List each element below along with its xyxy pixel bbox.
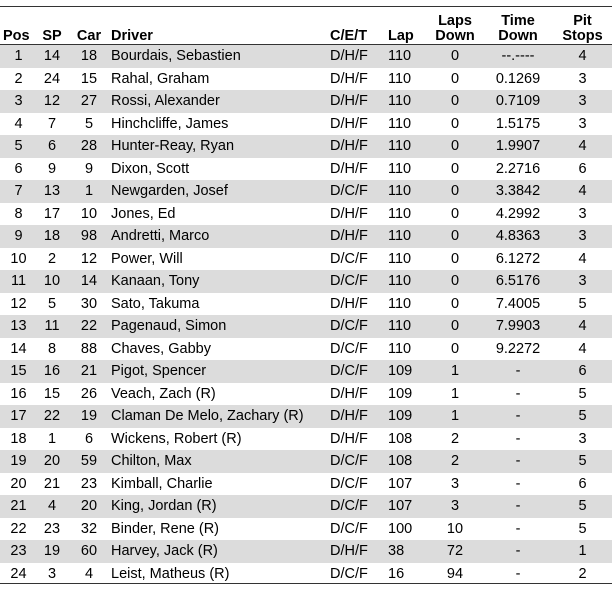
cell-car: 23 <box>80 475 98 492</box>
cell-cet: D/C/F <box>330 565 368 582</box>
cell-cet: D/C/F <box>330 318 368 334</box>
cell-sp: 24 <box>43 70 61 87</box>
table-row <box>0 518 612 541</box>
cell-driver: Pagenaud, Simon <box>111 318 227 334</box>
cell-driver: Rahal, Graham <box>111 70 210 87</box>
cell-time-down: - <box>515 520 521 537</box>
table-row <box>0 428 612 451</box>
cell-lap: 107 <box>388 498 413 514</box>
cell-car: 21 <box>80 363 98 379</box>
cell-time-down: - <box>515 363 521 379</box>
cell-pos: 1 <box>14 48 23 64</box>
cell-pit-stops: 4 <box>578 183 587 199</box>
cell-laps-down: 0 <box>450 70 460 87</box>
cell-laps-down: 0 <box>450 115 460 132</box>
cell-car: 9 <box>84 160 94 177</box>
cell-laps-down: 1 <box>450 363 460 379</box>
cell-time-down: 0.7109 <box>495 93 541 109</box>
cell-driver: Kanaan, Tony <box>111 273 200 289</box>
cell-lap: 110 <box>388 205 412 222</box>
table-row <box>0 180 612 203</box>
bottom-rule <box>0 583 612 584</box>
cell-cet: D/H/F <box>330 138 368 154</box>
cell-sp: 11 <box>44 318 60 334</box>
cell-pit-stops: 3 <box>578 115 587 132</box>
cell-pos: 11 <box>10 273 27 289</box>
cell-car: 18 <box>80 48 98 64</box>
cell-pos: 2 <box>14 70 23 87</box>
cell-car: 6 <box>84 430 94 447</box>
cell-cet: D/H/F <box>330 115 368 132</box>
cell-lap: 109 <box>388 408 413 424</box>
cell-sp: 8 <box>47 340 57 357</box>
cell-cet: D/H/F <box>330 543 368 559</box>
cell-car: 10 <box>80 205 98 222</box>
cell-car: 12 <box>80 250 98 267</box>
cell-car: 19 <box>80 408 98 424</box>
cell-lap: 110 <box>388 318 412 334</box>
cell-car: 5 <box>84 115 94 132</box>
cell-driver: Harvey, Jack (R) <box>111 543 218 559</box>
cell-car: 28 <box>80 138 98 154</box>
cell-sp: 13 <box>43 183 61 199</box>
cell-driver: Power, Will <box>111 250 183 267</box>
cell-lap: 110 <box>388 228 412 244</box>
cell-time-down: - <box>515 453 521 469</box>
cell-pit-stops: 3 <box>578 273 587 289</box>
table-row <box>0 360 612 383</box>
cell-time-down: 7.9903 <box>495 318 541 334</box>
cell-sp: 2 <box>47 250 57 267</box>
cell-driver: Hunter-Reay, Ryan <box>111 138 235 154</box>
header-pit-stops <box>553 8 612 45</box>
cell-pit-stops: 4 <box>578 138 587 154</box>
cell-cet: D/H/F <box>330 160 368 177</box>
table-row <box>0 450 612 473</box>
cell-pos: 3 <box>14 93 23 109</box>
cell-cet: D/H/F <box>330 228 368 244</box>
table-row <box>0 315 612 338</box>
cell-pos: 22 <box>10 520 27 537</box>
cell-lap: 100 <box>388 520 413 537</box>
cell-lap: 110 <box>388 183 412 199</box>
cell-driver: Kimball, Charlie <box>111 475 213 492</box>
cell-pit-stops: 6 <box>578 363 587 379</box>
cell-lap: 109 <box>388 363 413 379</box>
cell-time-down: - <box>515 565 521 582</box>
cell-time-down: - <box>515 498 521 514</box>
cell-time-down: - <box>515 385 521 402</box>
table-row <box>0 203 612 226</box>
table-row <box>0 45 612 68</box>
cell-lap: 110 <box>388 138 412 154</box>
cell-driver: Sato, Takuma <box>111 295 200 312</box>
cell-cet: D/H/F <box>330 205 368 222</box>
header-pos: Pos <box>3 28 30 44</box>
cell-pit-stops: 5 <box>578 453 587 469</box>
cell-lap: 38 <box>388 543 405 559</box>
cell-sp: 4 <box>47 498 57 514</box>
cell-pos: 17 <box>10 408 27 424</box>
header-cet: C/E/T <box>330 28 368 44</box>
cell-driver: Rossi, Alexander <box>111 93 220 109</box>
cell-pos: 12 <box>10 295 27 312</box>
cell-laps-down: 10 <box>446 520 464 537</box>
cell-lap: 16 <box>388 565 405 582</box>
cell-pit-stops: 3 <box>578 205 587 222</box>
cell-sp: 3 <box>47 565 57 582</box>
cell-pos: 9 <box>14 228 23 244</box>
cell-time-down: - <box>515 475 521 492</box>
cell-pit-stops: 4 <box>578 318 587 334</box>
cell-laps-down: 0 <box>450 250 460 267</box>
cell-pos: 13 <box>10 318 27 334</box>
table-row <box>0 293 612 316</box>
cell-driver: Jones, Ed <box>111 205 176 222</box>
cell-lap: 108 <box>388 430 413 447</box>
cell-pos: 4 <box>14 115 23 132</box>
cell-driver: King, Jordan (R) <box>111 498 217 514</box>
cell-pit-stops: 3 <box>578 93 587 109</box>
cell-pos: 8 <box>14 205 23 222</box>
cell-laps-down: 0 <box>450 183 460 199</box>
cell-pit-stops: 6 <box>578 160 587 177</box>
cell-pit-stops: 5 <box>578 408 587 424</box>
table-row <box>0 270 612 293</box>
cell-lap: 110 <box>388 70 412 87</box>
cell-pit-stops: 1 <box>578 543 587 559</box>
cell-driver: Chilton, Max <box>111 453 192 469</box>
cell-pit-stops: 4 <box>578 340 587 357</box>
cell-pit-stops: 6 <box>578 475 587 492</box>
cell-pit-stops: 2 <box>578 565 587 582</box>
cell-pit-stops: 3 <box>578 70 587 87</box>
cell-time-down: 6.1272 <box>495 250 541 267</box>
header-time-down-line2: Down <box>498 28 538 44</box>
cell-laps-down: 0 <box>450 228 460 244</box>
cell-cet: D/H/F <box>330 430 368 447</box>
table-row <box>0 338 612 361</box>
cell-driver: Leist, Matheus (R) <box>111 565 230 582</box>
cell-sp: 7 <box>47 115 57 132</box>
cell-cet: D/H/F <box>330 295 368 312</box>
header-laps-down <box>427 8 483 45</box>
cell-time-down: 2.2716 <box>495 160 541 177</box>
table-row <box>0 473 612 496</box>
cell-car: 98 <box>80 228 98 244</box>
cell-car: 22 <box>80 318 98 334</box>
cell-cet: D/C/F <box>330 363 368 379</box>
cell-car: 88 <box>80 340 98 357</box>
cell-time-down: 7.4005 <box>495 295 541 312</box>
cell-car: 15 <box>80 70 98 87</box>
cell-sp: 22 <box>43 408 61 424</box>
cell-sp: 10 <box>43 273 61 289</box>
cell-cet: D/C/F <box>330 340 368 357</box>
cell-cet: D/H/F <box>330 408 368 424</box>
cell-pit-stops: 4 <box>578 48 587 64</box>
cell-laps-down: 3 <box>450 475 460 492</box>
cell-pos: 21 <box>10 498 27 514</box>
cell-cet: D/H/F <box>330 93 368 109</box>
cell-time-down: --.---- <box>501 48 535 64</box>
cell-time-down: 0.1269 <box>495 70 541 87</box>
cell-time-down: 6.5176 <box>495 273 541 289</box>
cell-lap: 108 <box>388 453 413 469</box>
cell-pos: 23 <box>10 543 27 559</box>
cell-lap: 109 <box>388 385 413 402</box>
cell-lap: 110 <box>388 295 412 312</box>
table-row <box>0 248 612 271</box>
cell-time-down: - <box>515 543 521 559</box>
cell-sp: 9 <box>47 160 57 177</box>
header-row <box>0 8 612 45</box>
cell-sp: 15 <box>43 385 61 402</box>
cell-laps-down: 0 <box>450 93 460 109</box>
cell-time-down: - <box>515 430 521 447</box>
cell-driver: Wickens, Robert (R) <box>111 430 242 447</box>
cell-laps-down: 0 <box>450 340 460 357</box>
cell-pos: 10 <box>10 250 27 267</box>
cell-time-down: 3.3842 <box>495 183 541 199</box>
cell-pos: 24 <box>10 565 27 582</box>
cell-driver: Dixon, Scott <box>111 160 190 177</box>
cell-driver: Pigot, Spencer <box>111 363 207 379</box>
cell-sp: 17 <box>43 205 61 222</box>
cell-cet: D/C/F <box>330 520 368 537</box>
table-row <box>0 68 612 91</box>
cell-time-down: - <box>515 408 521 424</box>
cell-lap: 110 <box>388 160 412 177</box>
cell-cet: D/C/F <box>330 183 368 199</box>
cell-sp: 16 <box>43 363 61 379</box>
table-row <box>0 135 612 158</box>
cell-laps-down: 1 <box>450 408 460 424</box>
table-row <box>0 540 612 563</box>
table-row <box>0 383 612 406</box>
cell-sp: 23 <box>43 520 61 537</box>
race-results-table <box>0 8 612 585</box>
cell-driver: Chaves, Gabby <box>111 340 211 357</box>
cell-driver: Veach, Zach (R) <box>111 385 216 402</box>
cell-pit-stops: 5 <box>578 498 587 514</box>
cell-lap: 110 <box>388 250 412 267</box>
cell-car: 27 <box>80 93 98 109</box>
cell-pos: 16 <box>10 385 27 402</box>
cell-sp: 5 <box>47 295 57 312</box>
cell-time-down: 9.2272 <box>495 340 541 357</box>
cell-lap: 110 <box>388 48 412 64</box>
cell-pos: 6 <box>14 160 23 177</box>
cell-sp: 21 <box>43 475 61 492</box>
cell-pos: 7 <box>14 183 23 199</box>
cell-sp: 12 <box>43 93 61 109</box>
cell-driver: Bourdais, Sebastien <box>111 48 241 64</box>
cell-car: 1 <box>84 183 94 199</box>
cell-lap: 110 <box>388 115 412 132</box>
table-row <box>0 563 612 586</box>
cell-car: 59 <box>80 453 98 469</box>
cell-cet: D/H/F <box>330 385 368 402</box>
cell-pos: 18 <box>10 430 27 447</box>
cell-laps-down: 0 <box>450 48 460 64</box>
cell-laps-down: 2 <box>450 430 460 447</box>
cell-car: 32 <box>80 520 98 537</box>
cell-laps-down: 72 <box>446 543 464 559</box>
header-laps-down-line2: Down <box>435 28 475 44</box>
table-row <box>0 225 612 248</box>
cell-sp: 1 <box>47 430 57 447</box>
cell-laps-down: 3 <box>450 498 460 514</box>
header-time-down-line1: Time <box>501 13 535 29</box>
header-pit-stops-line1: Pit <box>573 13 592 29</box>
header-car: Car <box>76 28 102 44</box>
header-sp: SP <box>42 28 62 44</box>
cell-sp: 6 <box>47 138 57 154</box>
cell-lap: 110 <box>388 93 412 109</box>
cell-laps-down: 0 <box>450 138 460 154</box>
cell-sp: 19 <box>43 543 61 559</box>
cell-car: 20 <box>80 498 98 514</box>
cell-pit-stops: 3 <box>578 430 587 447</box>
cell-driver: Hinchcliffe, James <box>111 115 229 132</box>
header-driver: Driver <box>111 28 153 44</box>
cell-pos: 15 <box>10 363 27 379</box>
cell-laps-down: 2 <box>450 453 460 469</box>
cell-cet: D/C/F <box>330 453 368 469</box>
table-row <box>0 90 612 113</box>
cell-lap: 110 <box>388 340 412 357</box>
cell-car: 14 <box>80 273 98 289</box>
cell-cet: D/H/F <box>330 48 368 64</box>
table-row <box>0 113 612 136</box>
cell-car: 60 <box>80 543 98 559</box>
results-body <box>0 45 612 586</box>
cell-laps-down: 0 <box>450 318 460 334</box>
cell-cet: D/C/F <box>330 475 368 492</box>
cell-pos: 20 <box>10 475 27 492</box>
cell-sp: 20 <box>43 453 61 469</box>
cell-car: 4 <box>84 565 94 582</box>
header-pit-stops-line2: Stops <box>562 28 603 44</box>
header-laps-down-line1: Laps <box>438 13 472 29</box>
table-row <box>0 495 612 518</box>
cell-pit-stops: 5 <box>578 385 587 402</box>
cell-laps-down: 0 <box>450 295 460 312</box>
cell-pit-stops: 5 <box>578 520 587 537</box>
header-lap: Lap <box>388 28 414 44</box>
cell-time-down: 1.5175 <box>495 115 541 132</box>
cell-time-down: 1.9907 <box>495 138 541 154</box>
cell-lap: 110 <box>388 273 412 289</box>
cell-time-down: 4.8363 <box>495 228 541 244</box>
cell-cet: D/C/F <box>330 250 368 267</box>
cell-pos: 14 <box>10 340 27 357</box>
top-rule <box>0 6 612 7</box>
cell-laps-down: 94 <box>446 565 464 582</box>
cell-cet: D/H/F <box>330 70 368 87</box>
cell-driver: Newgarden, Josef <box>111 183 228 199</box>
cell-laps-down: 1 <box>450 385 460 402</box>
cell-driver: Claman De Melo, Zachary (R) <box>111 408 304 424</box>
cell-cet: D/C/F <box>330 273 368 289</box>
cell-sp: 14 <box>43 48 61 64</box>
cell-driver: Binder, Rene (R) <box>111 520 219 537</box>
cell-cet: D/C/F <box>330 498 368 514</box>
cell-time-down: 4.2992 <box>495 205 541 222</box>
cell-driver: Andretti, Marco <box>111 228 210 244</box>
cell-pit-stops: 4 <box>578 250 587 267</box>
table-row <box>0 405 612 428</box>
table-row <box>0 158 612 181</box>
cell-laps-down: 0 <box>450 273 460 289</box>
cell-lap: 107 <box>388 475 413 492</box>
cell-pit-stops: 5 <box>578 295 587 312</box>
cell-pos: 5 <box>14 138 23 154</box>
cell-pos: 19 <box>10 453 27 469</box>
cell-pit-stops: 3 <box>578 228 587 244</box>
cell-laps-down: 0 <box>450 205 460 222</box>
cell-car: 30 <box>80 295 98 312</box>
header-time-down <box>483 8 553 45</box>
cell-car: 26 <box>80 385 98 402</box>
cell-sp: 18 <box>43 228 61 244</box>
cell-laps-down: 0 <box>450 160 460 177</box>
